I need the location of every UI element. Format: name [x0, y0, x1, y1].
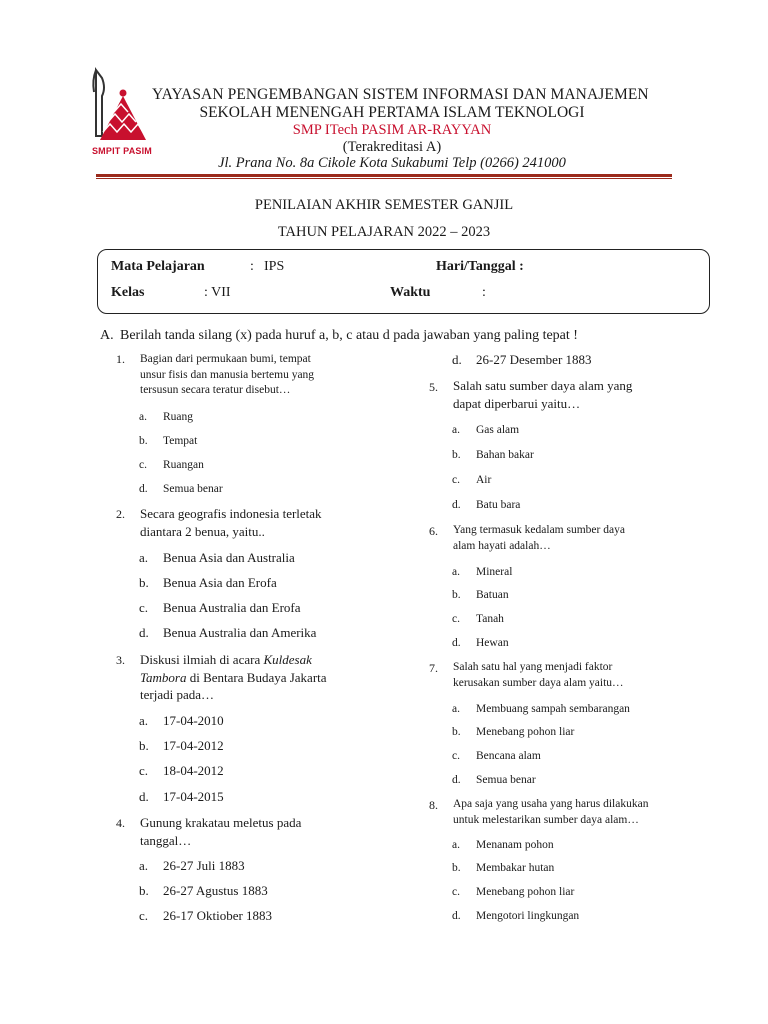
option-text: Membuang sampah sembarangan	[476, 703, 630, 715]
option-letter: d.	[139, 483, 148, 495]
question-number: 3.	[116, 653, 125, 667]
option-letter: d.	[452, 352, 462, 367]
school-name: SMP ITech PASIM AR-RAYYAN	[292, 122, 492, 138]
question-text-line: Secara geografis indonesia terletak	[140, 506, 322, 521]
question-text-part: Diskusi ilmiah di acara	[140, 652, 264, 667]
option-text: Menebang pohon liar	[476, 726, 575, 738]
question-text-line: Apa saja yang usaha yang harus dilakukan	[453, 798, 649, 810]
section-instruction	[100, 328, 720, 344]
option-text: 26-27 Juli 1883	[163, 858, 245, 873]
option-letter: a.	[139, 858, 149, 873]
option-letter: d.	[139, 789, 149, 804]
question-text-line: diantara 2 benua, yaitu..	[140, 523, 265, 539]
option-letter: b.	[139, 435, 148, 447]
exam-year: TAHUN PELAJARAN 2022 – 2023	[277, 224, 491, 240]
option-letter: a.	[139, 550, 149, 565]
option-text: Benua Australia dan Amerika	[163, 625, 317, 640]
option-text: Tanah	[476, 613, 504, 625]
question-number: 5.	[429, 380, 438, 394]
question-number: 1.	[116, 352, 125, 366]
option-text: 26-27 Agustus 1883	[163, 883, 268, 898]
option-letter: c.	[139, 908, 149, 923]
option-letter: b.	[139, 738, 149, 753]
option-letter: b.	[452, 726, 461, 738]
option-text: Ruangan	[163, 459, 204, 471]
option-text: 26-17 Oktiober 1883	[163, 908, 273, 923]
section-letter: A.	[100, 328, 114, 343]
option-letter: d.	[452, 910, 461, 922]
question-text-line: Yang termasuk kedalam sumber daya	[453, 524, 625, 536]
option-text: Benua Australia dan Erofa	[163, 600, 301, 615]
option-letter: c.	[139, 600, 149, 615]
accreditation: (Terakreditasi A)	[342, 139, 442, 155]
option-text: Batu bara	[476, 499, 521, 511]
option-text: 26-27 Desember 1883	[476, 352, 592, 367]
option-letter: c.	[452, 750, 460, 762]
option-letter: a.	[452, 424, 460, 436]
question-text	[140, 352, 314, 399]
subject-separator: :	[250, 259, 254, 274]
question-number: 6.	[429, 524, 438, 538]
header-divider-thick	[96, 174, 672, 177]
option-letter: c.	[452, 474, 460, 486]
question-text-part: di Bentara Budaya Jakarta	[186, 669, 327, 685]
class-value: : VII	[204, 285, 231, 300]
time-label: Waktu	[390, 285, 431, 300]
option-text: Ruang	[163, 411, 194, 423]
subject-value: IPS	[264, 259, 285, 274]
question-number: 8.	[429, 798, 438, 812]
option-text: Benua Asia dan Australia	[163, 550, 295, 565]
option-text: Semua benar	[163, 483, 223, 495]
question-text-line: tersusun secara teratur disebut…	[140, 384, 291, 397]
option-letter: b.	[452, 449, 461, 461]
option-text: Mengotori lingkungan	[476, 910, 580, 922]
option-text: Benua Asia dan Erofa	[163, 575, 277, 590]
subject-label: Mata Pelajaran	[111, 259, 205, 274]
option-text: 17-04-2015	[163, 789, 224, 804]
question-number: 7.	[429, 661, 438, 675]
option-letter: a.	[452, 566, 460, 578]
question-text	[453, 523, 625, 554]
option-letter: d.	[452, 637, 461, 649]
school-level-name: SEKOLAH MENENGAH PERTAMA ISLAM TEKNOLOGI	[199, 104, 585, 121]
question-text	[140, 505, 322, 540]
option-letter: c.	[452, 886, 460, 898]
question-text-line: kerusakan sumber daya alam yaitu…	[453, 676, 624, 689]
event-name-italic: Tambora	[140, 669, 187, 685]
question-text-line: tanggal…	[140, 832, 192, 848]
option-text: 17-04-2012	[163, 738, 224, 753]
option-letter: b.	[452, 862, 461, 874]
option-text: Mineral	[476, 566, 513, 578]
question-text-line: Bagian dari permukaan bumi, tempat	[140, 353, 311, 365]
exam-title: PENILAIAN AKHIR SEMESTER GANJIL	[254, 197, 514, 213]
question-text-line: terjadi pada…	[140, 687, 214, 703]
option-letter: c.	[139, 763, 149, 778]
question-text-line: unsur fisis dan manusia bertemu yang	[140, 368, 315, 381]
exam-info-box	[97, 249, 710, 314]
event-name-italic: Kuldesak	[263, 652, 312, 667]
option-letter: d.	[452, 499, 461, 511]
class-label: Kelas	[111, 285, 145, 300]
option-text: Menanam pohon	[476, 839, 554, 851]
option-text: Tempat	[163, 435, 198, 447]
question-text-line: untuk melestarikan sumber daya alam…	[453, 813, 639, 826]
option-letter: a.	[452, 703, 460, 715]
option-letter: c.	[452, 613, 460, 625]
option-letter: a.	[139, 411, 147, 423]
question-text	[140, 814, 301, 849]
option-text: Batuan	[476, 589, 509, 601]
question-number: 4.	[116, 816, 125, 830]
question-text-line: dapat diperbarui yaitu…	[453, 395, 581, 411]
question-text-line: Salah satu sumber daya alam yang	[453, 378, 633, 393]
logo-caption: SMPIT PASIM	[91, 146, 153, 156]
question-text-line: alam hayati adalah…	[453, 539, 551, 552]
option-letter: d.	[452, 774, 461, 786]
question-text	[453, 797, 648, 828]
question-text-line: Gunung krakatau meletus pada	[140, 815, 302, 830]
option-letter: b.	[452, 589, 461, 601]
instruction-text: Berilah tanda silang (x) pada huruf a, b, c atau d pada jawaban yang paling tepat !	[120, 328, 578, 343]
day-date-label: Hari/Tanggal :	[436, 259, 524, 274]
question-text	[453, 377, 632, 412]
option-text: Hewan	[476, 637, 509, 649]
option-text: Semua benar	[476, 774, 536, 786]
option-letter: d.	[139, 625, 149, 640]
question-number: 2.	[116, 507, 125, 521]
option-text: 18-04-2012	[163, 763, 224, 778]
option-letter: c.	[139, 459, 147, 471]
option-letter: a.	[139, 713, 149, 728]
option-text: Bencana alam	[476, 750, 541, 762]
option-text: Membakar hutan	[476, 862, 555, 874]
option-text: Gas alam	[476, 424, 520, 436]
foundation-name: YAYASAN PENGEMBANGAN SISTEM INFORMASI DAN MANAJEMEN	[152, 86, 649, 103]
question-text	[140, 651, 327, 704]
option-letter: a.	[452, 839, 460, 851]
header-divider-thin	[96, 178, 672, 179]
option-letter: b.	[139, 883, 149, 898]
option-text: 17-04-2010	[163, 713, 224, 728]
question-text-line: Salah satu hal yang menjadi faktor	[453, 661, 613, 673]
school-address: Jl. Prana No. 8a Cikole Kota Sukabumi Telp (0266) 241000	[218, 155, 566, 171]
time-separator: :	[482, 285, 486, 300]
option-text: Menebang pohon liar	[476, 886, 575, 898]
option-text: Air	[476, 474, 492, 486]
question-text	[453, 660, 624, 691]
option-text: Bahan bakar	[476, 449, 534, 461]
option-letter: b.	[139, 575, 149, 590]
